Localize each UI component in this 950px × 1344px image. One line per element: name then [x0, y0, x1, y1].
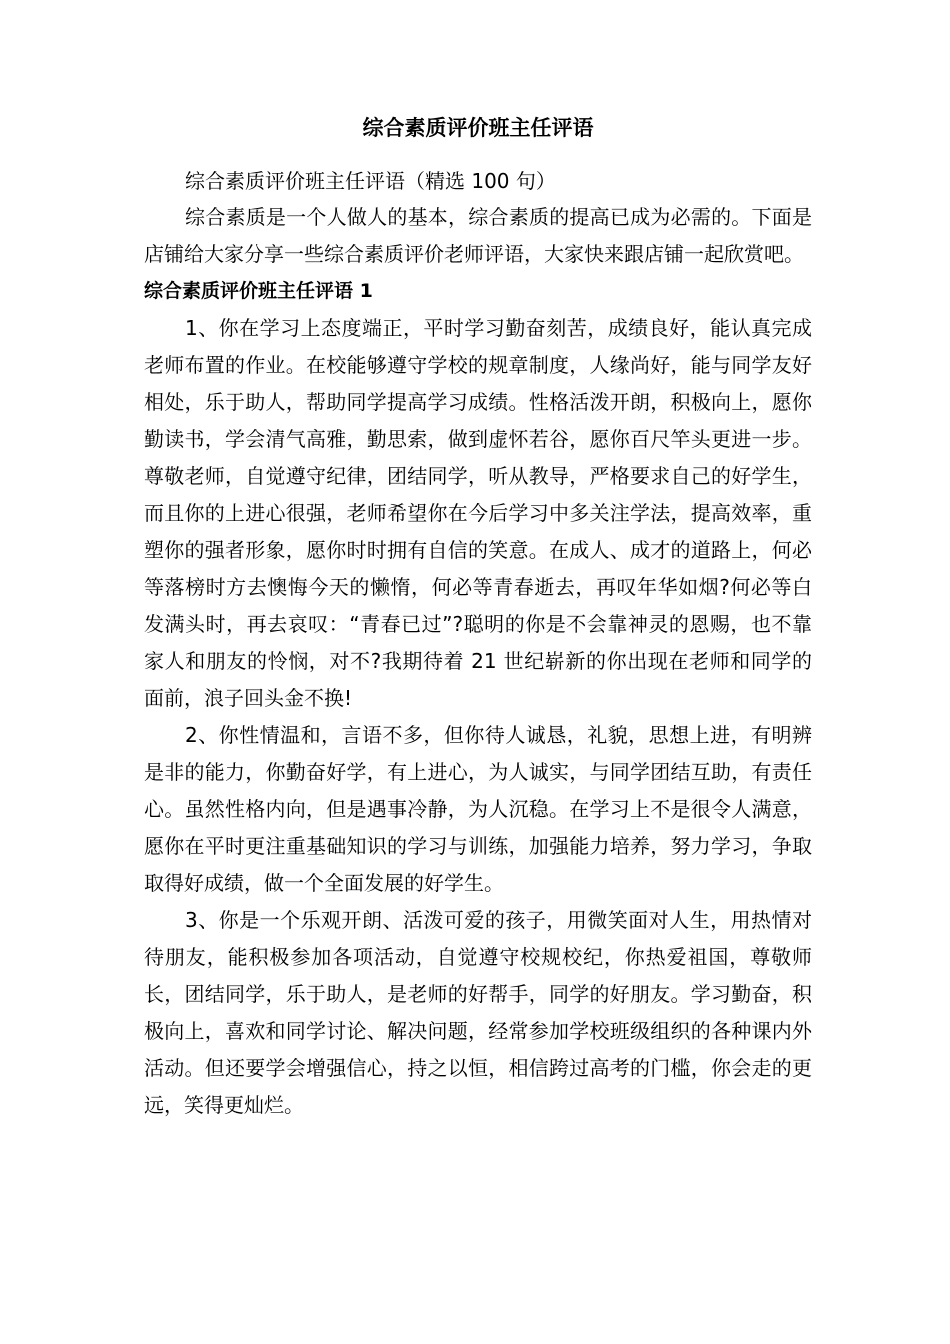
comment-paragraph-3: 3、你是一个乐观开朗、活泼可爱的孩子，用微笑面对人生，用热情对待朋友，能积极参加各项活动，自觉遵守校规校纪，你热爱祖国，尊敬师长，团结同学，乐于助人，是老师的好帮手，同学的好朋友。学习勤奋，积极向上，喜欢和同学讨论、解决问题，经常参加学校班级组织的各种课内外活动。但还要学会增强信心，持之以恒，相信跨过高考的门槛，你会走的更远，笑得更灿烂。 [144, 908, 812, 1117]
comment-paragraph-2: 2、你性情温和，言语不多，但你待人诚恳，礼貌，思想上进，有明辨是非的能力，你勤奋好学，有上进心，为人诚实，与同学团结互助，有责任心。虽然性格内向，但是遇事冷静，为人沉稳。在学习上不是很令人满意，愿你在平时更注重基础知识的学习与训练，加强能力培养，努力学习，争取取得好成绩，做一个全面发展的好学生。 [144, 723, 812, 895]
section-heading: 综合素质评价班主任评语 1 [144, 280, 373, 302]
comment-paragraph-1: 1、你在学习上态度端正，平时学习勤奋刻苦，成绩良好，能认真完成老师布置的作业。在校能够遵守学校的规章制度，人缘尚好，能与同学友好相处，乐于助人，帮助同学提高学习成绩。性格活泼开朗，积极向上，愿你勤读书，学会清气高雅，勤思索，做到虚怀若谷，愿你百尺竿头更进一步。尊敬老师，自觉遵守纪律，团结同学，听从教导，严格要求自己的好学生，而且你的上进心很强，老师希望你在今后学习中多关注学法，提高效率，重塑你的强者形象，愿你时时拥有自信的笑意。在成人、成才的道路上，何必等落榜时方去懊悔今天的懒惰，何必等青春逝去，再叹年华如烟?何必等白发满头时，再去哀叹：“青春已过”?聪明的你是不会靠神灵的恩赐，也不靠家人和朋友的怜悯，对不?我期待着 21 世纪崭新的你出现在老师和同学的面前，浪子回头金不换! [144, 316, 812, 710]
intro-paragraph: 综合素质是一个人做人的基本，综合素质的提高已成为必需的。下面是店铺给大家分享一些综合素质评价老师评语，大家快来跟店铺一起欣赏吧。 [144, 205, 812, 266]
document-title: 综合素质评价班主任评语 [362, 116, 594, 140]
document-subtitle: 综合素质评价班主任评语（精选 100 句） [185, 169, 556, 193]
document-page [144, 108, 812, 1124]
